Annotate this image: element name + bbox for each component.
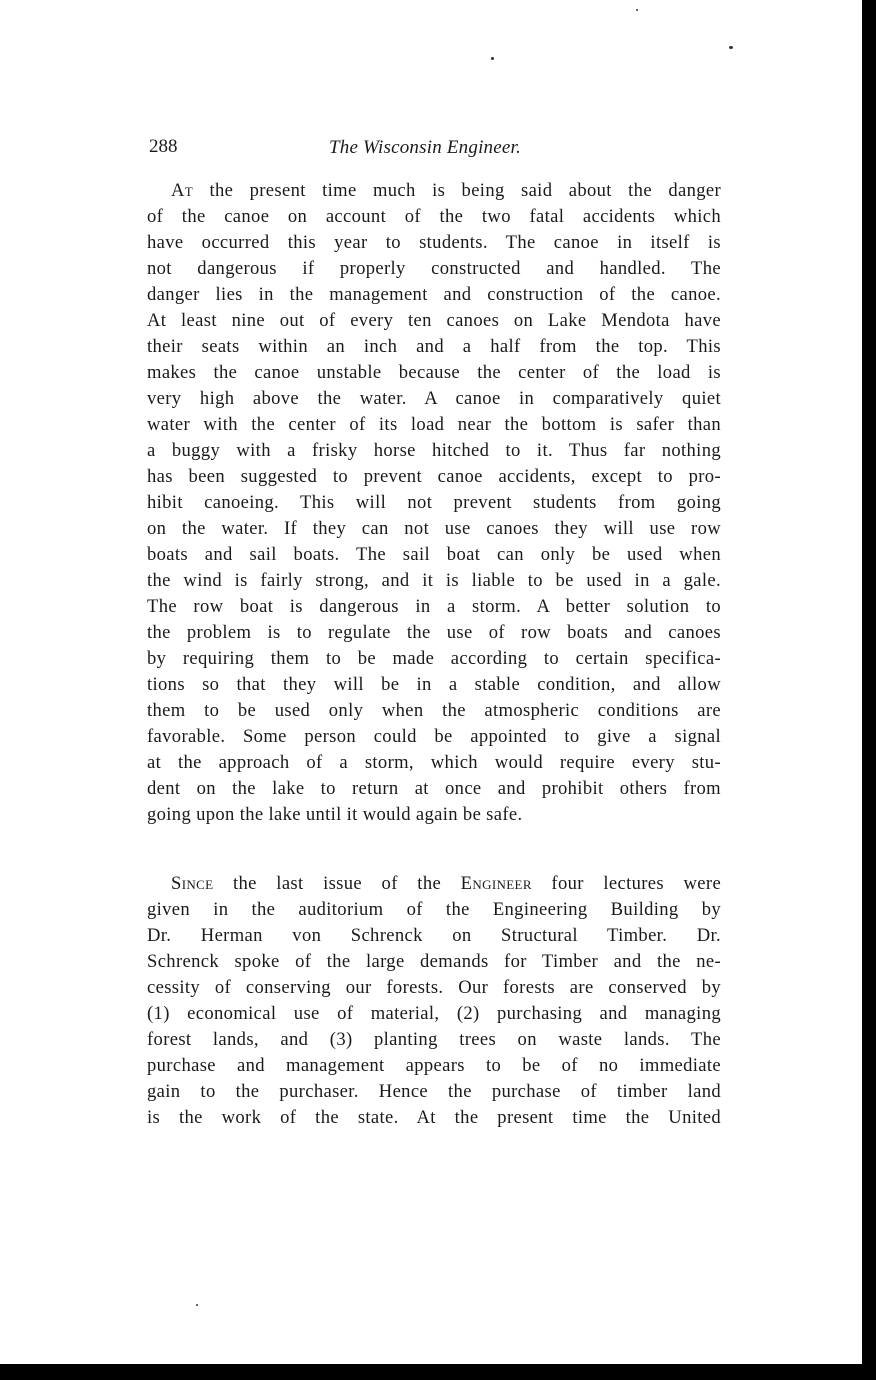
text-line: danger lies in the management and construction of the canoe.	[147, 284, 721, 305]
text-line: hibit canoeing. This will not prevent students from going	[147, 492, 721, 513]
text-line: gain to the purchaser. Hence the purchase of timber land	[147, 1081, 721, 1102]
text-line: have occurred this year to students. The canoe in itself is	[147, 232, 721, 253]
text-line: on the water. If they can not use canoes they will use row	[147, 518, 721, 539]
text-line: given in the auditorium of the Engineering Building by	[147, 899, 721, 920]
text-line: favorable. Some person could be appointed to give a signal	[147, 726, 721, 747]
text-line: (1) economical use of material, (2) purchasing and managing	[147, 1003, 721, 1024]
paragraph-canoe-safety	[147, 178, 721, 828]
text-line: is the work of the state. At the present time the United	[147, 1107, 721, 1128]
paragraph-timber-lectures	[147, 871, 721, 1131]
text-line: by requiring them to be made according to certain specifica-	[147, 648, 721, 669]
lead-word: At	[171, 180, 194, 201]
text-line	[147, 178, 721, 204]
text-line: going upon the lake until it would again be safe.	[147, 804, 523, 825]
text-line: at the approach of a storm, which would require every stu-	[147, 752, 721, 773]
text-line: purchase and management appears to be of no immediate	[147, 1055, 721, 1076]
text-line: them to be used only when the atmospheric conditions are	[147, 700, 721, 721]
text-line	[147, 871, 721, 897]
text-line: the problem is to regulate the use of row boats and canoes	[147, 622, 721, 643]
page-header	[149, 136, 721, 160]
scan-border-bottom	[0, 1364, 876, 1380]
lead-word: Since	[171, 873, 214, 894]
scan-speck	[491, 57, 494, 60]
scan-border-right	[862, 0, 876, 1380]
journal-name: Engineer	[460, 873, 532, 894]
text-line: At least nine out of every ten canoes on Lake Mendota have	[147, 310, 721, 331]
text-line: very high above the water. A canoe in comparatively quiet	[147, 388, 721, 409]
scan-speck	[729, 46, 733, 49]
text-line: their seats within an inch and a half from the top. This	[147, 336, 721, 357]
line-text: four lectures were	[551, 873, 722, 894]
text-line: the wind is fairly strong, and it is liable to be used in a gale.	[147, 570, 721, 591]
text-line: cessity of conserving our forests. Our forests are conserved by	[147, 977, 721, 998]
line-text: the present time much is being said about the danger	[209, 180, 722, 201]
running-title: The Wisconsin Engineer.	[329, 137, 521, 158]
text-line: makes the canoe unstable because the center of the load is	[147, 362, 721, 383]
text-line: boats and sail boats. The sail boat can only be used when	[147, 544, 721, 565]
text-line: forest lands, and (3) planting trees on waste lands. The	[147, 1029, 721, 1050]
text-line: Schrenck spoke of the large demands for Timber and the ne-	[147, 951, 721, 972]
text-line: a buggy with a frisky horse hitched to it. Thus far nothing	[147, 440, 721, 461]
text-line: of the canoe on account of the two fatal accidents which	[147, 206, 721, 227]
line-text: the last issue of the	[232, 873, 442, 894]
text-line: tions so that they will be in a stable condition, and allow	[147, 674, 721, 695]
text-line: water with the center of its load near the bottom is safer than	[147, 414, 721, 435]
text-line: Dr. Herman von Schrenck on Structural Timber. Dr.	[147, 925, 721, 946]
scan-speck	[196, 1304, 198, 1306]
page-number: 288	[149, 136, 178, 157]
text-line: has been suggested to prevent canoe accidents, except to pro-	[147, 466, 721, 487]
text-line: dent on the lake to return at once and prohibit others from	[147, 778, 721, 799]
text-line: The row boat is dangerous in a storm. A better solution to	[147, 596, 721, 617]
scan-speck	[636, 9, 638, 11]
text-line: not dangerous if properly constructed and handled. The	[147, 258, 721, 279]
